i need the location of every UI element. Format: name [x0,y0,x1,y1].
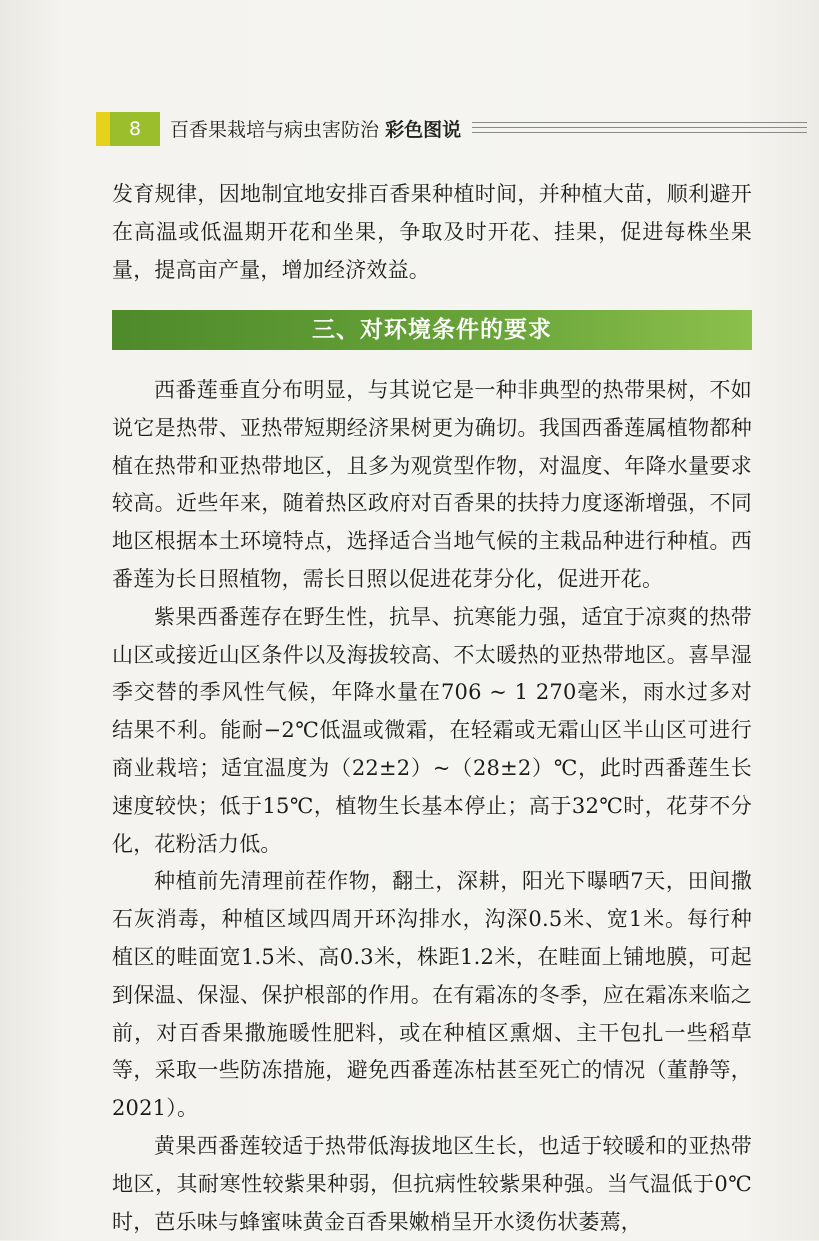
header-rule-lines [472,122,807,138]
book-title-subtitle: 彩色图说 [385,119,462,141]
running-header [0,112,819,148]
book-title [170,114,461,146]
intro-text [112,176,752,289]
body-paragraph-4: 黄果西番莲较适于热带低海拔地区生长，也适于较暖和的亚热带地区，其耐寒性较紫果种弱，但抗病性较紫果种强。当气温低于0℃时，芭乐味与蜂蜜味黄金百香果嫩梢呈开水烫伤状萎蔫， [112,1133,752,1234]
body-paragraph-2: 紫果西番莲存在野生性，抗旱、抗寒能力强，适宜于凉爽的热带山区或接近山区条件以及海拔较高、不太暖热的亚热带地区。喜旱湿季交替的季风性气候，年降水量在706 ~ 1 270毫米，雨水过多对结果不利。能耐−2℃低温或微霜，在轻霜或无霜山区半山区可进行商业栽培；适宜温度为（22±2）~（28±2）℃，此时西番莲生长速度较快；低于15℃，植物生长基本停止；高于32℃时，花芽不分化，花粉活力低。 [112,604,752,856]
intro-paragraph: 发育规律，因地制宜地安排百香果种植时间，并种植大苗，顺利避开在高温或低温期开花和坐果，争取及时开花、挂果，促进每株坐果量，提高亩产量，增加经济效益。 [112,182,752,282]
section-heading-bar [112,310,752,350]
page-number-accent [96,112,110,146]
section-title: 三、对环境条件的要求 [312,317,552,343]
book-title-main: 百香果栽培与病虫害防治 [170,119,380,141]
section-body [112,372,752,1241]
body-paragraph-3: 种植前先清理前茬作物，翻土，深耕，阳光下曝晒7天，田间撒石灰消毒，种植区域四周开环沟排水，沟深0.5米、宽1米。每行种植区的畦面宽1.5米、高0.3米，株距1.2米，在畦面上铺地膜，可起到保温、保湿、保护根部的作用。在有霜冻的冬季，应在霜冻来临之前，对百香果撒施暖性肥料，或在种植区熏烟、主干包扎一些稻草等，采取一些防冻措施，避免西番莲冻枯甚至死亡的情况（董静等，2021）。 [112,869,752,1121]
page-number: 8 [128,118,142,140]
body-paragraph-1: 西番莲垂直分布明显，与其说它是一种非典型的热带果树，不如说它是热带、亚热带短期经济果树更为确切。我国西番莲属植物都种植在热带和亚热带地区，且多为观赏型作物，对温度、年降水量要求较高。近些年来，随着热区政府对百香果的扶持力度逐渐增强，不同地区根据本土环境特点，选择适合当地气候的主栽品种进行种植。西番莲为长日照植物，需长日照以促进花芽分化，促进开花。 [112,378,752,591]
